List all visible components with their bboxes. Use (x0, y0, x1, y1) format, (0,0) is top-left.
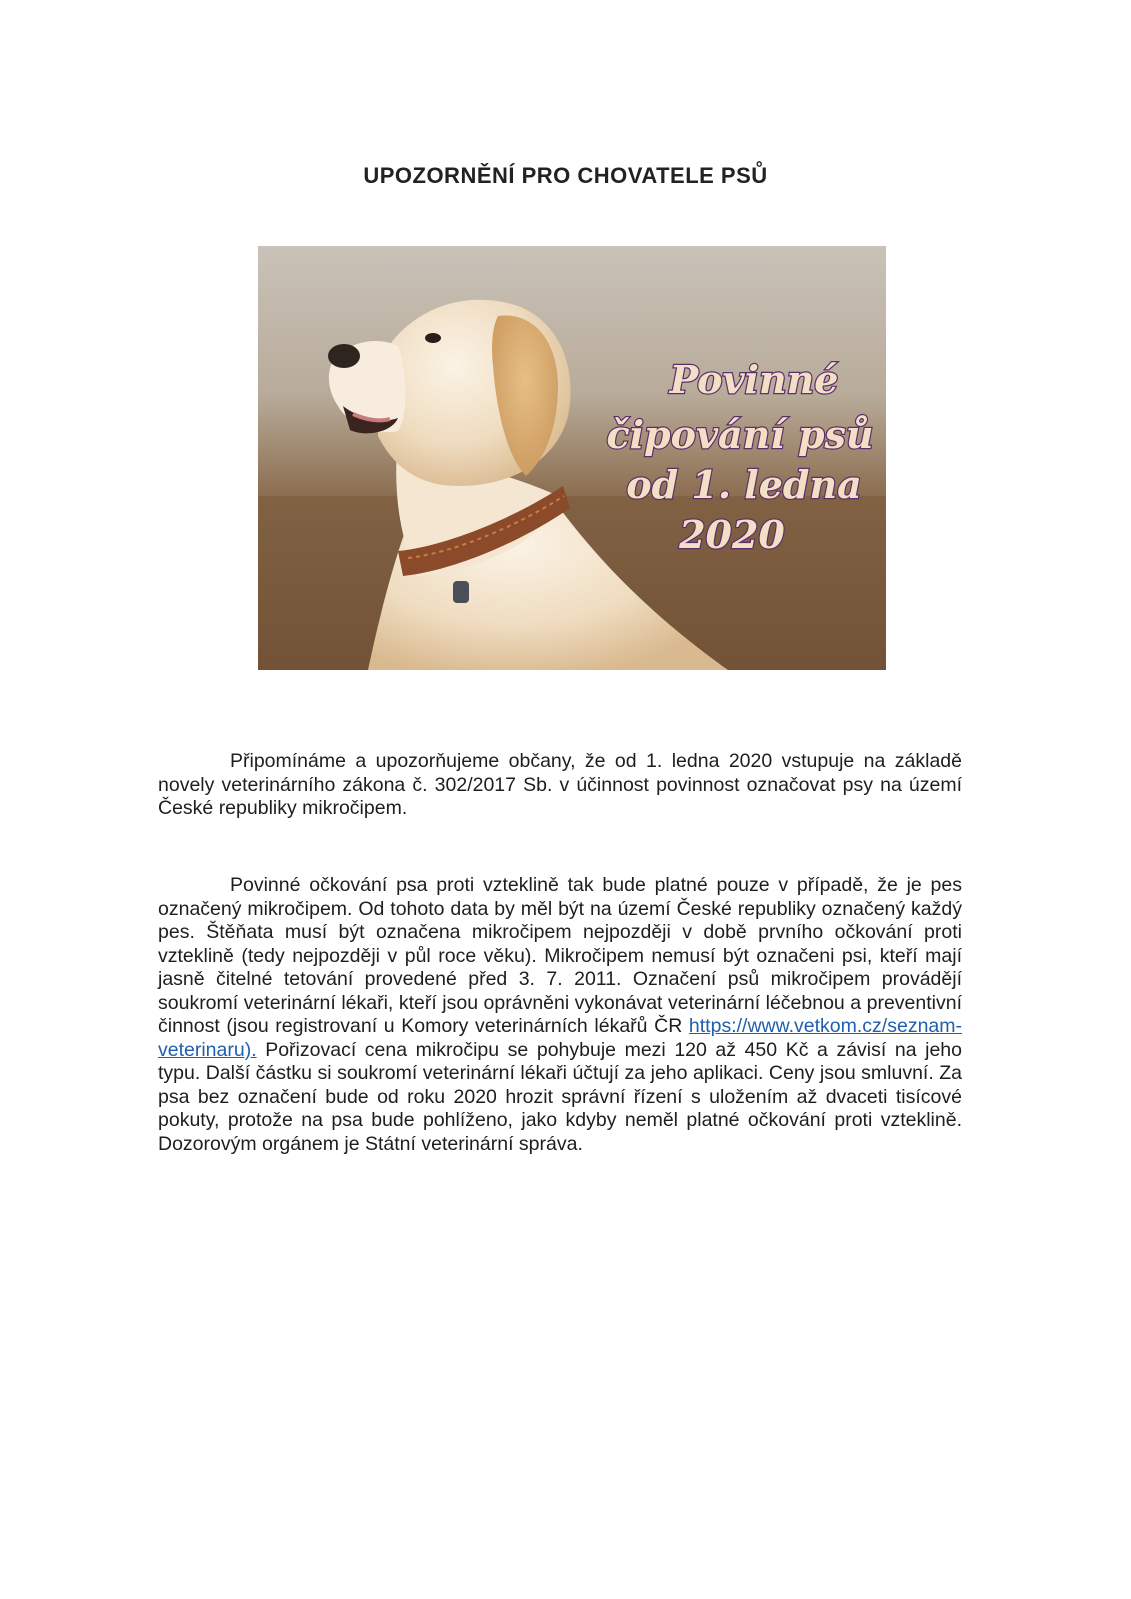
paragraph-intro-text: Připomínáme a upozorňujeme občany, že od 1. ledna 2020 vstupuje na základě novely veterinárního zákona č. 302/2017 Sb. v účinnost povinnost označovat psy na území České republiky mikročipem. (158, 750, 962, 819)
dog-photo-icon (258, 246, 886, 670)
overlay-line-1: Povinné (669, 357, 839, 402)
overlay-line-2: čipování psů (606, 412, 874, 457)
dog-photo (258, 246, 886, 670)
paragraph-details-text-1: Povinné očkování psa proti vzteklině tak bude platné pouze v případě, že je pes označený mikročipem. Od tohoto data by měl být na území České republiky označený každý pes. Štěňata musí být označena mikročipem nejpozději v době prvního očkování proti vzteklině (tedy nejpozději v půl roce věku). Mikročipem nemusí být označeni psi, kteří mají jasně čitelné tetování provedené před 3. 7. 2011. Označení psů mikročipem provádějí soukromí veterinární lékaři, kteří jsou oprávněni vykonávat veterinární léčebnou a preventivní činnost (jsou registrovaní u Komory veterinárních lékařů ČR (158, 874, 962, 1037)
vetkom-link[interactable]: https://www.vetkom.cz/seznam-veterinaru). (158, 1015, 962, 1061)
page-title: UPOZORNĚNÍ PRO CHOVATELE PSŮ (363, 163, 768, 188)
paragraph-details-text-2: Pořizovací cena mikročipu se pohybuje mezi 120 až 450 Kč a závisí na jeho typu. Další částku si soukromí veterinární lékaři účtují za jeho aplikaci. Ceny jsou smluvní. Za psa bez označení bude od roku 2020 hrozit správní řízení s uložením až dvaceti tisícové pokuty, protože na psa bude pohlíženo, jako kdyby neměl platné očkování proti vzteklině. Dozorovým orgánem je Státní veterinární správa. (158, 1038, 962, 1155)
paragraph-details (158, 874, 962, 1156)
overlay-line-4: 2020 (679, 512, 785, 557)
paragraph-intro (158, 750, 962, 821)
overlay-line-3: od 1. ledna (626, 462, 862, 507)
